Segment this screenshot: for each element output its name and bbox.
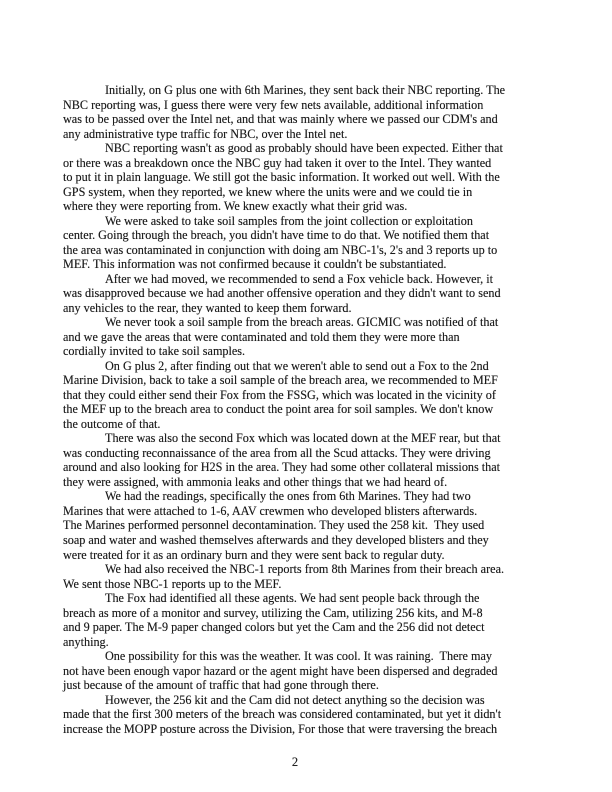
text-line: On G plus 2, after finding out that we weren't able to send out a Fox to the 2nd xyxy=(105,358,489,373)
text-line: anything. xyxy=(63,634,109,649)
text-line: There was also the second Fox which was located down at the MEF rear, but that xyxy=(105,431,501,446)
text-line: GPS system, when they reported, we knew where the units were and we could tie in xyxy=(63,184,473,199)
text-line: any administrative type traffic for NBC, over the Intel net. xyxy=(63,126,348,141)
text-line: The Marines performed personnel decontamination. They used the 258 kit. They used xyxy=(63,518,485,533)
text-line: We were asked to take soil samples from the joint collection or exploitation xyxy=(105,213,473,228)
text-line: they were assigned, with ammonia leaks and other things that we had heard of. xyxy=(63,474,448,489)
text-line: After we had moved, we recommended to send a Fox vehicle back. However, it xyxy=(105,271,494,286)
text-line: MEF. This information was not confirmed because it couldn't be substantiated. xyxy=(63,257,447,272)
text-line: was to be passed over the Intel net, and that was mainly where we passed our CDM's and xyxy=(63,112,498,127)
text-line: The Fox had identified all these agents. We had sent people back through the xyxy=(105,591,480,606)
text-line: soap and water and washed themselves afterwards and they developed blisters and they xyxy=(63,532,489,547)
text-line: breach as more of a monitor and survey, utilizing the Cam, utilizing 256 kits, and M-8 xyxy=(63,605,483,620)
text-line: or there was a breakdown once the NBC guy had taken it over to the Intel. They wanted xyxy=(63,155,492,170)
page-number: 2 xyxy=(291,755,299,769)
text-line: increase the MOPP posture across the Division, For those that were traversing the breach xyxy=(63,721,498,736)
text-line: that they could either send their Fox from the FSSG, which was located in the vicinity of xyxy=(63,387,496,402)
text-line: One possibility for this was the weather. It was cool. It was raining. There may xyxy=(105,649,492,664)
document-body xyxy=(63,83,563,736)
text-line: where they were reporting from. We knew exactly what their grid was. xyxy=(63,199,408,214)
text-line: was disapproved because we had another offensive operation and they didn't want to send xyxy=(63,286,501,301)
text-line: not have been enough vapor hazard or the agent might have been dispersed and degraded xyxy=(63,663,498,678)
text-line: Initially, on G plus one with 6th Marines, they sent back their NBC reporting. The xyxy=(105,83,506,97)
text-line: We had the readings, specifically the ones from 6th Marines. They had two xyxy=(105,489,471,504)
text-line: was conducting reconnaissance of the area from all the Scud attacks. They were driving xyxy=(63,445,491,460)
text-line: However, the 256 kit and the Cam did not detect anything so the decision was xyxy=(105,692,485,707)
text-line: just because of the amount of traffic that had gone through there. xyxy=(63,678,379,693)
text-line: the area was contaminated in conjunction with doing am NBC-1's, 2's and 3 reports up to xyxy=(63,242,498,257)
text-line: NBC reporting wasn't as good as probably should have been expected. Either that xyxy=(105,141,503,156)
text-line: Marines that were attached to 1-6, AAV crewmen who developed blisters afterwards. xyxy=(63,503,478,518)
text-line: made that the first 300 meters of the breach was considered contaminated, but yet it didn't xyxy=(63,707,502,722)
text-line: We had also received the NBC-1 reports from 8th Marines from their breach area. xyxy=(105,562,505,577)
text-line: Marine Division, back to take a soil sample of the breach area, we recommended to MEF xyxy=(63,373,498,388)
text-line: center. Going through the breach, you didn't have time to do that. We notified them that xyxy=(63,228,490,243)
text-line: NBC reporting was, I guess there were very few nets available, additional information xyxy=(63,97,484,112)
text-line: around and also looking for H2S in the area. They had some other collateral missions that xyxy=(63,460,501,475)
text-line: We never took a soil sample from the breach areas. GICMIC was notified of that xyxy=(105,315,499,330)
text-line: We sent those NBC-1 reports up to the MEF. xyxy=(63,576,282,591)
text-line: were treated for it as an ordinary burn and they were sent back to regular duty. xyxy=(63,547,445,562)
text-line: to put it in plain language. We still got the basic information. It worked out well. With the xyxy=(63,170,500,185)
text-line: the outcome of that. xyxy=(63,416,161,431)
text-line: cordially invited to take soil samples. xyxy=(63,344,246,359)
text-line: the MEF up to the breach area to conduct the point area for soil samples. We don't know xyxy=(63,402,494,417)
text-line: any vehicles to the rear, they wanted to keep them forward. xyxy=(63,300,352,315)
text-line: and 9 paper. The M-9 paper changed colors but yet the Cam and the 256 did not detect xyxy=(63,620,485,635)
text-line: and we gave the areas that were contaminated and told them they were more than xyxy=(63,329,460,344)
